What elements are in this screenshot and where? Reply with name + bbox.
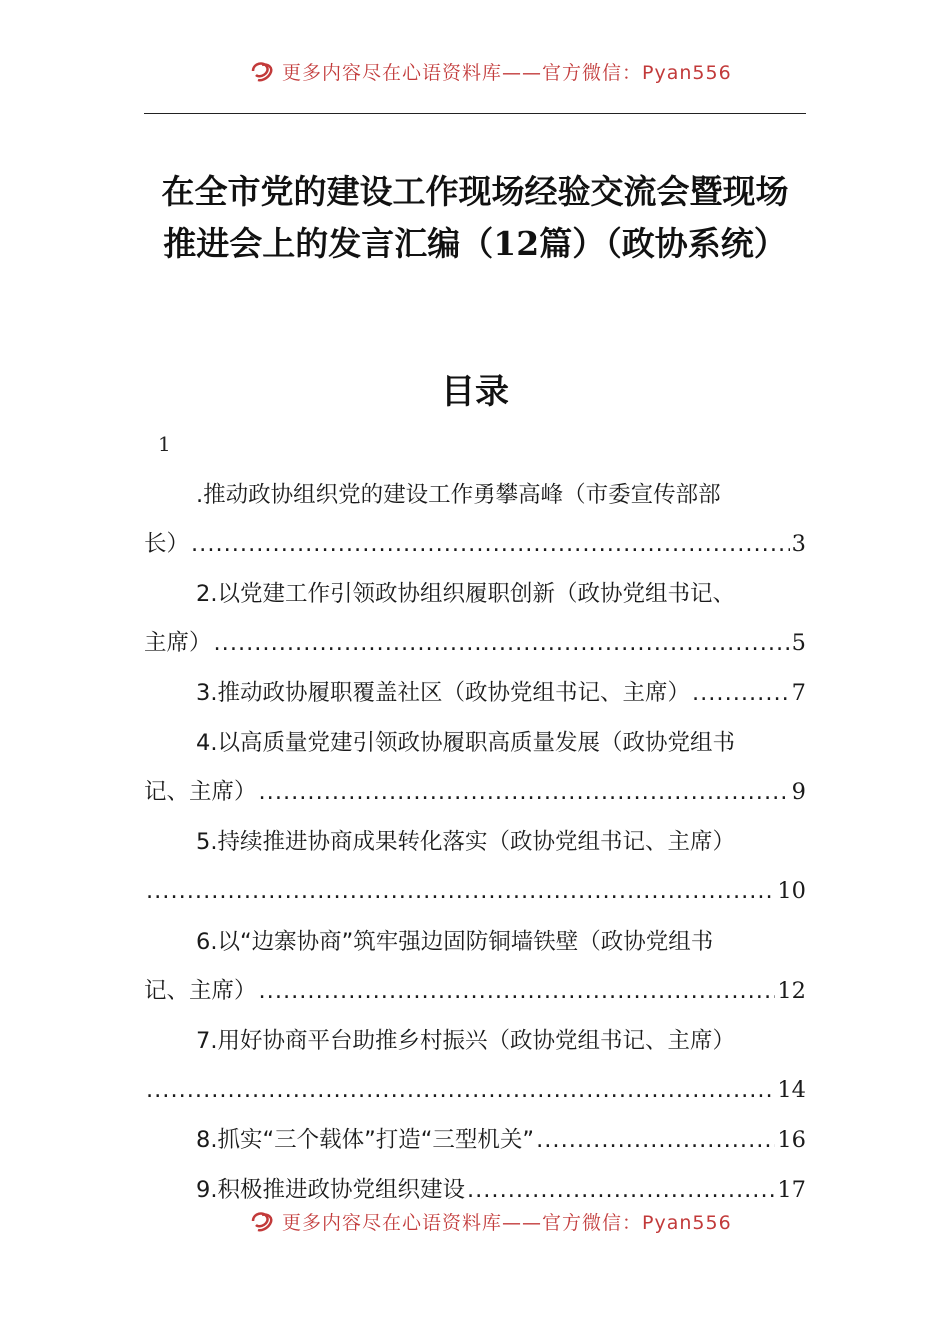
toc-entry-4-title-cont: 记、主席）: [144, 779, 257, 805]
toc-entry-2-title-cont: 主席）: [144, 630, 212, 656]
toc-first-number: 1: [158, 432, 171, 456]
toc-entry-6-cont[interactable]: [144, 966, 806, 1016]
header-divider: [144, 113, 806, 114]
toc-entry-8[interactable]: [144, 1115, 806, 1165]
toc-entry-7-page: 14: [777, 1077, 806, 1103]
brand-logo-icon: [250, 59, 276, 83]
toc-entry-6[interactable]: [144, 917, 806, 967]
toc-entry-3[interactable]: [144, 668, 806, 718]
dot-leader: [692, 668, 790, 718]
toc-entry-3-title: 3.推动政协履职覆盖社区（政协党组书记、主席）: [196, 680, 690, 706]
toc-entry-1-page: 3: [791, 531, 806, 557]
toc-entry-8-title: 8.抓实“三个载体”打造“三型机关”: [196, 1127, 535, 1153]
toc-entry-8-page: 16: [777, 1127, 806, 1153]
dot-leader: [259, 966, 776, 1016]
dot-leader: [214, 618, 790, 668]
toc-entry-5-cont[interactable]: [144, 866, 806, 916]
dot-leader: [191, 519, 790, 569]
watermark-footer: [250, 1206, 732, 1236]
toc-entry-2[interactable]: [144, 569, 806, 619]
toc-entry-4-page: 9: [791, 779, 806, 805]
toc-entry-6-title: 6.以“边寨协商”筑牢强边固防铜墙铁壁（政协党组书: [196, 929, 714, 955]
dot-leader: [259, 767, 790, 817]
toc-entry-9-page: 17: [777, 1177, 806, 1203]
toc-entry-7-title: 7.用好协商平台助推乡村振兴（政协党组书记、主席）: [196, 1028, 735, 1054]
toc-entry-6-title-cont: 记、主席）: [144, 978, 257, 1004]
toc-entry-5-title: 5.持续推进协商成果转化落实（政协党组书记、主席）: [196, 829, 735, 855]
dot-leader: [146, 866, 775, 916]
toc-entry-4-title: 4.以高质量党建引领政协履职高质量发展（政协党组书: [196, 730, 735, 756]
toc-entry-7[interactable]: [144, 1016, 806, 1066]
toc-entry-1-title-cont: 长）: [144, 531, 190, 557]
toc-entry-1[interactable]: [144, 470, 806, 520]
toc-entry-1-title: .推动政协组织党的建设工作勇攀高峰（市委宣传部部: [196, 482, 721, 508]
watermark-text: 更多内容尽在心语资料库——官方微信：Pyan556: [282, 61, 732, 84]
toc-entry-2-title: 2.以党建工作引领政协组织履职创新（政协党组书记、: [196, 581, 735, 607]
watermark-text: 更多内容尽在心语资料库——官方微信：Pyan556: [282, 1211, 732, 1234]
document-title: 在全市党的建设工作现场经验交流会暨现场推进会上的发言汇编（12篇）（政协系统）: [161, 172, 789, 263]
toc-entry-2-cont[interactable]: [144, 618, 806, 668]
dot-leader: [146, 1065, 775, 1115]
toc-entry-7-cont[interactable]: [144, 1065, 806, 1115]
toc-entry-5-page: 10: [777, 878, 806, 904]
toc-entry-3-page: 7: [791, 680, 806, 706]
toc-entry-5[interactable]: [144, 817, 806, 867]
toc-entry-6-page: 12: [777, 978, 806, 1004]
toc-entry-2-page: 5: [791, 630, 806, 656]
toc-heading: 目录: [441, 372, 509, 412]
dot-leader: [536, 1115, 775, 1165]
toc-entry-9-title: 9.积极推进政协党组织建设: [196, 1177, 465, 1203]
toc-entry-1-cont[interactable]: [144, 519, 806, 569]
toc-entry-4-cont[interactable]: [144, 767, 806, 817]
toc-entry-4[interactable]: [144, 718, 806, 768]
brand-logo-icon: [250, 1209, 276, 1233]
watermark-header: [250, 56, 732, 86]
